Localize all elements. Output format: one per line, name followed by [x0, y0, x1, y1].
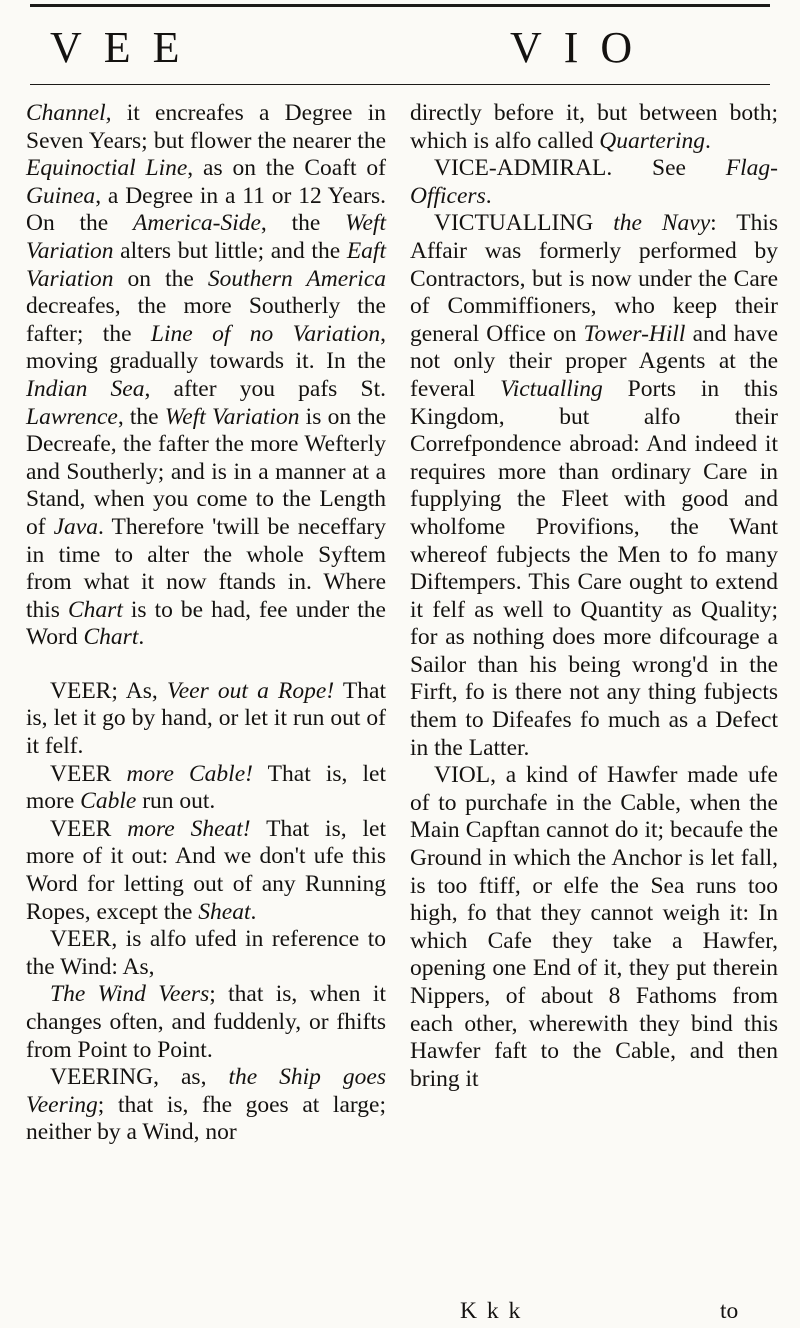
left-column-paragraph: VEER more Cable! That is, let more Cable run out. [26, 760, 386, 815]
left-column-paragraph: VEER, is alfo ufed in reference to the Wind: As, [26, 926, 386, 980]
right-column-paragraph: VICE-ADMIRAL. See Flag-Officers. [410, 155, 778, 209]
header-rule [30, 84, 770, 85]
signature-mark: K k k [460, 1298, 523, 1324]
running-head-right: VIO [510, 23, 655, 72]
running-head-left: VEE [50, 23, 202, 72]
right-column-paragraph: VICTUALLING the Navy: This Affair was formerly performed by Contractors, but is now under the Care of Commiffioners, who keep their general Office on Tower-Hill and have not only their proper Agents at the feveral Victualling Ports in this Kingdom, but alfo their Correfpondence abroad: And indeed it requires more than ordinary Care in fupplying the Fleet with good and wholfome Provifions, the Want whereof fubjects the Men to fo many Diftempers. This Care ought to extend it felf as well to Quantity as Quality; for as nothing does more difcourage a Sailor than his being wrong'd in the Firft, fo is there not any thing fubjects them to Difeafes fo much as a Defect in the Latter. [410, 210, 779, 761]
top-border-rule [30, 4, 770, 7]
right-column-paragraph: VIOL, a kind of Hawfer made ufe of to purchafe in the Cable, when the Main Capftan cannot do it; becaufe the Ground in which the Anchor is let fall, is too ftiff, or elfe the Sea runs too high, fo that they cannot weigh it: In which Cafe they take a Hawfer, opening one End of it, they put therein Nippers, of about 8 Fathoms from each other, wherewith they bind this Hawfer faft to the Cable, and then bring it [410, 762, 778, 1092]
right-text-column [410, 100, 778, 1093]
running-head [0, 22, 800, 78]
catchword: to [720, 1298, 739, 1324]
right-column-paragraph: directly before it, but between both; which is alfo called Quartering. [410, 100, 778, 154]
left-column-paragraph: Channel, it encreafes a Degree in Seven Years; but flower the nearer the Equinoctial Line, as on the Coaft of Guinea, a Degree in a 11 or 12 Years. On the America-Side, the Weft Variation alters but little; and the Eaft Variation on the Southern America decreafes, the more Southerly the fafter; the Line of no Variation, moving gradually towards it. In the Indian Sea, after you pafs St. Lawrence, the Weft Variation is on the Decreafe, the fafter the more Wefterly and Southerly; and is in a manner at a Stand, when you come to the Length of Java. Therefore 'twill be neceffary in time to alter the whole Syftem from what it now ftands in. Where this Chart is to be had, fee under the Word Chart. [26, 100, 387, 651]
left-text-column [26, 100, 386, 1147]
left-column-paragraph: VEER; As, Veer out a Rope! That is, let it go by hand, or let it run out of it felf. [26, 677, 386, 760]
left-column-paragraph: The Wind Veers; that is, when it changes often, and fuddenly, or fhifts from Point to Point. [26, 981, 386, 1063]
left-column-paragraph: VEER more Sheat! That is, let more of it out: And we don't ufe this Word for letting out of any Running Ropes, except the Sheat. [26, 815, 386, 925]
left-column-paragraph: VEERING, as, the Ship goes Veering; that is, fhe goes at large; neither by a Wind, nor [26, 1064, 386, 1146]
